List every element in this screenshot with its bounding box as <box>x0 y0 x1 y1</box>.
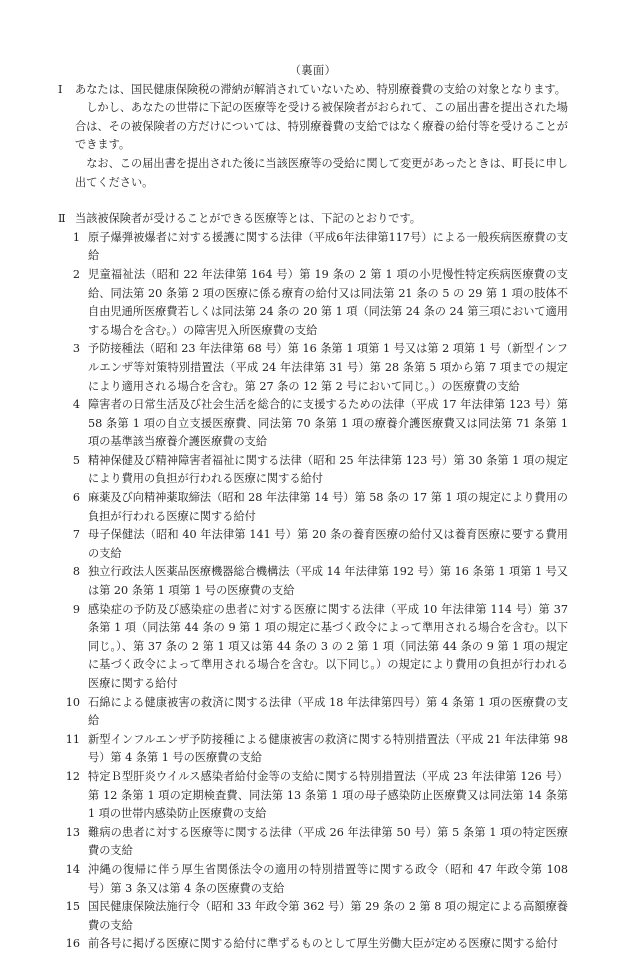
list-item-text: 児童福祉法（昭和 22 年法律第 164 号）第 19 条の 2 第 1 項の小児慢性特定疾病医療費の支給、同法第 20 条第 2 項の医療に係る療育の給付又は同法第 21 条の 5 の 29 第 1 項の肢体不自由児通所医療費若しくは同法第 24 条の 20 第 1 項（同法第 24 条の 24 第三項において適用する場合を含む。）の障害児入所医療費の支給 <box>88 267 568 337</box>
list-item-number: 11 <box>65 732 80 746</box>
list-item-text: 予防接種法（昭和 23 年法律第 68 号）第 16 条第 1 項第 1 号又は第 2 項第 1 号（新型インフルエンザ等対策特別措置法（平成 24 年法律第 31 号）第 28 条第 5 項から第 7 項までの規定により適用される場合を含む。第 27 条の 12 第 2 号において同じ。）の医療費の支給 <box>88 342 568 393</box>
list-item <box>58 526 568 563</box>
list-item <box>58 340 568 396</box>
list-item-number: 8 <box>72 565 80 579</box>
section-2-head <box>58 210 568 229</box>
list-item-number: 15 <box>65 900 80 914</box>
list-item <box>58 898 568 935</box>
list-item-text: 特定Ｂ型肝炎ウイルス感染者給付金等の支給に関する特別措置法（平成 23 年法律第 126 号）第 12 条第 1 項の定期検査費、同法第 13 条第 1 項の母子感染防止医療費又は同法第 14 条第 1 項の世帯内感染防止医療費の支給 <box>88 769 568 821</box>
list-item <box>58 229 568 266</box>
list-item <box>58 768 568 824</box>
list-item <box>58 601 568 694</box>
section-1-head <box>58 81 568 100</box>
section-spacer <box>58 192 568 210</box>
list-item-number: 5 <box>72 453 80 467</box>
section-2-numeral: Ⅱ <box>58 212 66 226</box>
list-item-number: 3 <box>72 342 80 356</box>
page-title: （裏面） <box>289 64 337 77</box>
list-item-number: 4 <box>72 398 80 412</box>
list-item-number: 16 <box>65 937 80 951</box>
list-item <box>58 563 568 600</box>
list-item-text: 感染症の予防及び感染症の患者に対する医療に関する法律（平成 10 年法律第 114 号）第 37 条第 1 項（同法第 44 条の 9 第 1 項の規定に基づく政令によって準用される場合を含む。以下同じ。）、第 37 条の 2 第 1 項又は第 44 条の 3 の 2 第 1 項（同法第 44 条の 9 第 1 項の規定に基づく政令によって準用される場合を含む。以下同じ。）の規定により費用の負担が行われる医療に関する給付 <box>88 602 568 690</box>
list-item <box>58 489 568 526</box>
list-item-number: 6 <box>72 491 80 505</box>
list-item-text: 麻薬及び向精神薬取締法（昭和 28 年法律第 14 号）第 58 条の 17 第 1 項の規定により費用の負担が行われる医療に関する給付 <box>88 491 568 523</box>
list-item-text: 原子爆弾被爆者に対する援護に関する法律（平成6年法律第117号）による一般疾病医療費の支給 <box>88 230 568 263</box>
list-item-number: 14 <box>65 862 80 876</box>
list-item <box>58 824 568 861</box>
section-1-paragraph-2: しかし、あなたの世帯に下記の医療等を受ける被保険者がおられて、この届出書を提出された場合は、その被保険者の方だけについては、特別療養費の支給ではなく療養の給付等を受けることができます。 <box>75 101 568 152</box>
list-item <box>58 396 568 452</box>
list-item-number: 9 <box>72 602 80 616</box>
section-2-heading: 当該被保険者が受けることができる医療等とは、下記のとおりです。 <box>75 212 421 226</box>
list-item-text: 新型インフルエンザ予防接種による健康被害の救済に関する特別措置法（平成 21 年法律第 98 号）第 4 条第 1 号の医療費の支給 <box>88 732 568 765</box>
list-item-text: 沖縄の復帰に伴う厚生省関係法令の適用の特別措置等に関する政令（昭和 47 年政令第 108 号）第 3 条又は第 4 条の医療費の支給 <box>88 862 568 895</box>
list-item-text: 独立行政法人医薬品医療機器総合機構法（平成 14 年法律第 192 号）第 16 条第 1 項第 1 号又は第 20 条第 1 項第 1 号の医療費の支給 <box>88 565 568 598</box>
list-item-number: 10 <box>65 695 80 709</box>
list-item-text: 国民健康保険法施行令（昭和 33 年政令第 362 号）第 29 条の 2 第 8 項の規定による高額療養費の支給 <box>88 900 568 932</box>
list-item <box>58 452 568 489</box>
list-item <box>58 266 568 340</box>
list-item-number: 2 <box>72 267 80 281</box>
section-1-paragraph-3: なお、この届出書を提出された後に当該医療等の受給に関して変更があったときは、町長に申し出てください。 <box>75 156 568 189</box>
list-item-text: 前各号に掲げる医療に関する給付に準ずるものとして厚生労働大臣が定める医療に関する給付 <box>88 937 558 951</box>
section-1-numeral: Ⅰ <box>58 82 63 96</box>
list-item <box>58 935 568 954</box>
list-item-number: 13 <box>65 825 80 839</box>
list-item-text: 精神保健及び精神障害者福祉に関する法律（昭和 25 年法律第 123 号）第 30 条第 1 項の規定により費用の負担が行われる医療に関する給付 <box>88 453 568 486</box>
list-item <box>58 694 568 731</box>
list-item-text: 母子保健法（昭和 40 年法律第 141 号）第 20 条の養育医療の給付又は養育医療に要する費用の支給 <box>88 528 568 560</box>
list-item-number: 12 <box>65 769 80 783</box>
list-item-text: 難病の患者に対する医療等に関する法律（平成 26 年法律第 50 号）第 5 条第 1 項の特定医療費の支給 <box>88 825 568 858</box>
list-item <box>58 861 568 898</box>
list-item-number: 7 <box>72 528 80 542</box>
list-item-text: 障害者の日常生活及び社会生活を総合的に支援するための法律（平成 17 年法律第 123 号）第 58 条第 1 項の自立支援医療費、同法第 70 条第 1 項の療養介護医療費又は同法第 71 条第 1 項の基準該当療養介護医療費の支給 <box>88 398 568 449</box>
section-1-paragraph-1: あなたは、国民健康保険税の滞納が解消されていないため、特別療養費の支給の対象となります。 <box>75 82 566 96</box>
list-item-text: 石綿による健康被害の救済に関する法律（平成 18 年法律第四号）第 4 条第 1 項の医療費の支給 <box>88 695 568 728</box>
list-item-number: 1 <box>72 230 80 244</box>
medical-benefit-list <box>58 229 568 954</box>
list-item <box>58 731 568 768</box>
